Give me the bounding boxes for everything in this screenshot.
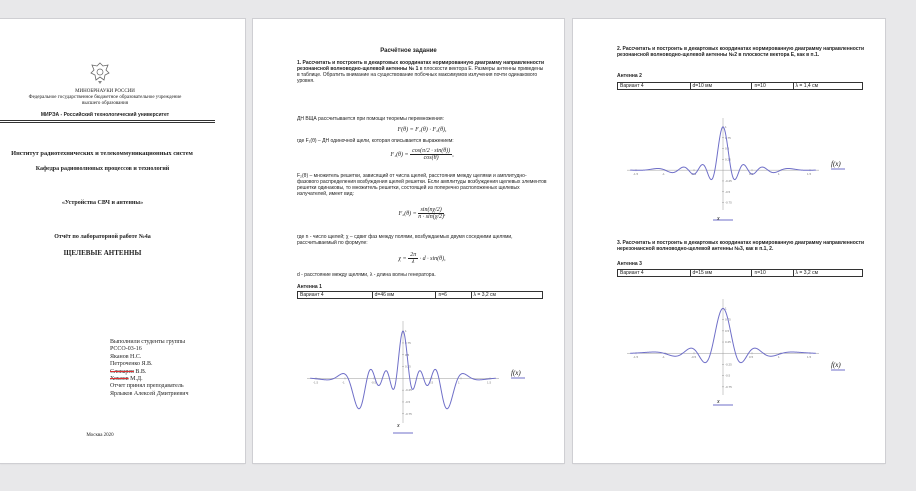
table-cell: d=46 мм	[372, 292, 436, 299]
y-tick-label: 1	[725, 306, 727, 311]
table-cell: n=10	[752, 83, 793, 90]
radiation-pattern-chart-2	[623, 114, 841, 222]
denominator: λ	[411, 259, 415, 265]
x-axis-label: x	[397, 423, 400, 429]
institute-name: Институт радиотехнических и телекоммуникационных систем	[11, 150, 193, 157]
formula-end: ,	[452, 151, 454, 158]
task3-text: 3. Рассчитать и построить в декартовых координатах нормированную диаграмму направленности нерезонансной волноводно-щелевой антенны №3, как в п.1, 2.	[617, 240, 865, 252]
table-row	[618, 83, 863, 90]
y-tick-label: -0.75	[725, 384, 732, 389]
formula-rhs: · d · sin(θ),	[419, 255, 446, 262]
student-surname: Словарев	[110, 368, 134, 375]
antenna2-label: Антенна 2	[617, 73, 642, 79]
where-n-text: где n - число щелей; χ – сдвиг фаз между полями, возбуждаемых двумя соседними щелями, рассчитываемый по формуле:	[297, 234, 513, 246]
radiation-pattern-chart-3	[623, 295, 841, 407]
x-tick-label: -1.5	[633, 355, 639, 360]
x-axis-label: x	[717, 399, 720, 405]
y-tick-label: 0.75	[725, 135, 731, 140]
formula-slot-pattern	[297, 148, 547, 161]
table-cell: λ = 1,4 см	[793, 83, 862, 90]
formula-end: ,	[444, 210, 446, 217]
teacher-name: Ярлыков Алексей Дмитриевич	[110, 390, 189, 397]
student-initials: В.В.	[133, 368, 147, 375]
x-tick-label: -0.5	[691, 172, 697, 177]
table-cell: λ = 3,2 см	[471, 292, 543, 299]
formula-lhs: F₂(θ) =	[398, 210, 417, 217]
x-tick-label: 1.5	[807, 355, 812, 360]
numerator: cos(π/2 · sin(θ))	[412, 148, 451, 154]
title-page	[0, 19, 245, 463]
x-tick-label: -0.5	[371, 380, 377, 385]
table-row	[298, 292, 543, 299]
denominator: n · sin(χ/2)	[418, 214, 445, 220]
task1-rest: в плоскости вектора E. Размеры антенны приведены в таблице. Обратить внимание на существование побочных максимумов излучения почти одинакового уровня.	[297, 66, 544, 84]
task1-text	[297, 60, 547, 84]
table-cell: n=10	[752, 270, 793, 277]
x-tick-label: 1	[778, 355, 780, 360]
student-name	[110, 376, 240, 383]
formula-product: F(θ) = F₁(θ) · F₂(θ),	[397, 127, 447, 133]
function-label: f(x)	[831, 160, 841, 168]
task-heading: Расчётное задание	[380, 48, 437, 54]
table-cell: Вариант 4	[618, 270, 691, 277]
y-tick-label: 0.5	[725, 146, 730, 151]
x-tick-label: 0.5	[749, 172, 754, 177]
y-tick-label: -0.25	[725, 362, 732, 367]
x-tick-label: -1	[342, 380, 345, 385]
accepted-by: Отчет принял преподаватель	[110, 383, 184, 390]
table-cell: d=15 мм	[690, 270, 752, 277]
table-cell: d=10 мм	[690, 83, 752, 90]
header-rule-thin	[0, 122, 215, 123]
ministry-text: МИНОБРНАУКИ РОССИИ	[75, 89, 135, 94]
y-tick-label: -0.5	[405, 399, 411, 404]
formula-lhs: F₁(θ) =	[390, 151, 409, 158]
university-name: МИРЭА - Российский технологический университет	[40, 112, 170, 118]
fraction	[418, 207, 444, 220]
antenna1-table	[297, 291, 543, 299]
numerator: 2π	[410, 252, 417, 258]
report-topic: ЩЕЛЕВЫЕ АНТЕННЫ	[63, 249, 142, 257]
y-tick-label: -0.5	[725, 189, 731, 194]
y-tick-label: 1	[725, 124, 727, 129]
performed-by: Выполнили студенты группы	[110, 339, 186, 345]
numerator: sin(nχ/2)	[420, 207, 442, 213]
city-year: Москва 2020	[86, 433, 114, 438]
x-tick-label: -1.5	[633, 172, 639, 177]
y-tick-label: 0.25	[725, 340, 731, 345]
course-name: «Устройства СВЧ и антенны»	[61, 200, 144, 206]
array-factor-text: F₂(θ) – множитель решетки, зависящий от числа щелей, расстояния между щелями и амплитудно-фазового распределения возбуждения щелей решетки. Если амплитуды возбуждения щелевых элементов решетки одинаковы, то множитель решетки, состоящей из поперечно расположенных щелевых излучателей, имеет вид:	[297, 173, 547, 197]
function-label: f(x)	[511, 369, 521, 377]
table-cell: n=6	[436, 292, 471, 299]
antenna3-label: Антенна 3	[617, 261, 642, 267]
table-cell: Вариант 4	[618, 83, 691, 90]
y-tick-label: 1	[405, 329, 407, 334]
y-tick-label: -0.5	[725, 373, 731, 378]
denominator: cos(θ)	[423, 155, 439, 161]
fraction	[410, 148, 452, 161]
x-tick-label: 1.5	[807, 172, 812, 177]
y-tick-label: 0.5	[725, 328, 730, 333]
radiation-pattern-chart-1	[303, 317, 521, 435]
y-tick-label: -0.75	[405, 411, 412, 416]
x-tick-label: -1	[662, 355, 665, 360]
x-tick-label: 1	[458, 380, 460, 385]
where-f1-text: где F₁(θ) – ДН одиночной щели, которая описывается выражением:	[297, 138, 454, 144]
table-cell: Вариант 4	[298, 292, 373, 299]
x-tick-label: -1.5	[313, 380, 319, 385]
student-name	[110, 369, 240, 376]
table-row	[618, 270, 863, 277]
formula-phase-shift	[297, 252, 547, 265]
antenna2-table	[617, 82, 863, 90]
x-tick-label: -0.5	[691, 355, 697, 360]
antenna1-label: Антенна 1	[297, 284, 322, 290]
student-name: Петроченко Я.В.	[110, 361, 153, 368]
dn-text: ДН ВЩА рассчитывается при помощи теоремы перемножения:	[297, 116, 444, 122]
antenna3-table	[617, 269, 863, 277]
x-tick-label: 0.5	[429, 380, 434, 385]
institution-line1: Федеральное государственное бюджетное образовательное учреждение	[28, 95, 182, 100]
y-tick-label: 0.75	[405, 340, 411, 345]
formula-array-factor	[297, 207, 547, 220]
formula-lhs: χ =	[398, 255, 407, 262]
institution-line2: высшего образования	[81, 101, 129, 106]
student-initials: М.Д.	[128, 376, 143, 383]
x-tick-label: 0.5	[749, 355, 754, 360]
y-tick-label: 0.5	[405, 352, 410, 357]
student-name: Яканов Н.С.	[110, 353, 142, 360]
report-title: Отчёт по лабораторной работе №4а	[54, 234, 151, 240]
x-tick-label: 1.5	[487, 380, 492, 385]
results-page	[573, 19, 885, 463]
x-tick-label: 1	[778, 172, 780, 177]
y-tick-label: 0.25	[405, 364, 411, 369]
authors-block	[110, 339, 240, 398]
y-tick-label: 0.75	[725, 317, 731, 322]
student-surname: Хохлов	[110, 376, 129, 383]
fraction	[408, 252, 418, 265]
header-rule	[0, 120, 215, 121]
calculation-page	[253, 19, 564, 463]
group-number: РССО-03-16	[110, 346, 142, 353]
x-axis-label: x	[717, 216, 720, 222]
y-tick-label: -0.25	[405, 388, 412, 393]
d-text: d - расстояние между щелями, λ - длина волны генератора.	[297, 272, 436, 278]
y-tick-label: -0.75	[725, 200, 732, 205]
task1-bold: 1. Рассчитать и построить в декартовых координатах нормированную диаграмму направленности резонансной волноводно-щелевой антенны № 1	[297, 60, 545, 72]
table-cell: λ = 3,2 см	[793, 270, 862, 277]
y-tick-label: 0.25	[725, 157, 731, 162]
x-tick-label: -1	[662, 172, 665, 177]
function-label: f(x)	[831, 361, 841, 369]
y-tick-label: -0.25	[725, 178, 732, 183]
department-name: Кафедра радиоволновых процессов и технологий	[35, 166, 170, 172]
emblem-icon	[88, 61, 112, 85]
task2-text: 2. Рассчитать и построить в декартовых координатах нормированную диаграмму направленности резонансной волноводно-щелевой антенны №2 в плоскости вектора E, как в п.1.	[617, 46, 865, 58]
